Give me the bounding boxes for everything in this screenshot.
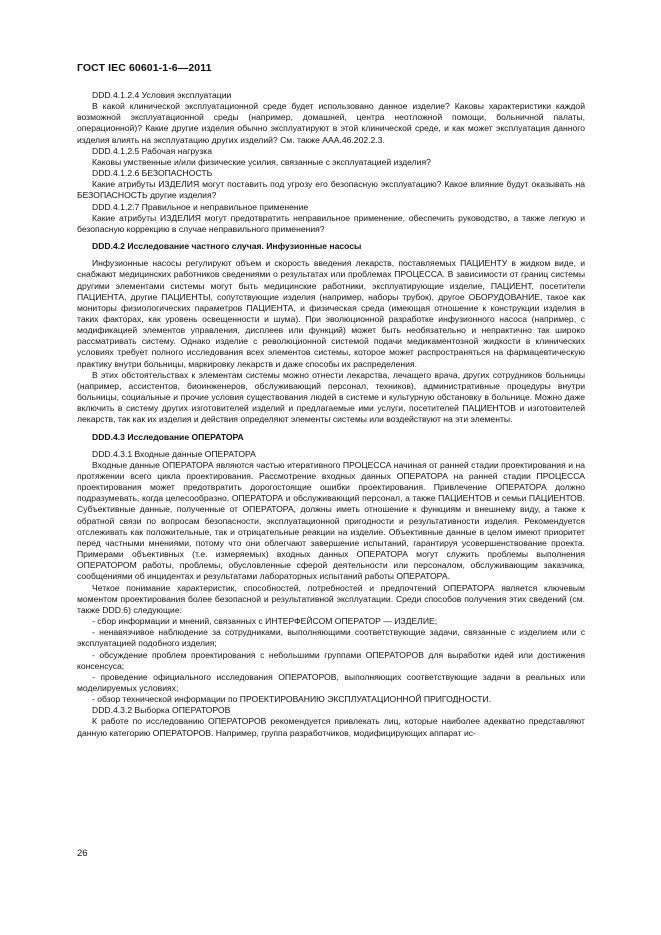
section-heading-4-1-2-5: DDD.4.1.2.5 Рабочая нагрузка	[92, 145, 213, 156]
section-heading-4-1-2-7: DDD.4.1.2.7 Правильное и неправильное применение	[92, 201, 309, 212]
list-item: - проведение официального исследования ОПЕРАТОРОВ, выполняющих соответствующие задачи в реальных или моделируемых условиях;	[77, 671, 585, 693]
paragraph-safety: Какие атрибуты ИЗДЕЛИЯ могут поставить под угрозу его безопасную эксплуатацию? Какое влияние будут оказывать на БЕЗОПАСНОСТЬ другие изделия?	[77, 179, 585, 201]
section-heading-4-1-2-4: DDD.4.1.2.4 Условия эксплуатации	[92, 90, 232, 100]
section-heading-4-3-2: DDD.4.3.2 Выборка ОПЕРАТОРОВ	[92, 705, 231, 716]
paragraph-operator-sampling: К работе по исследованию ОПЕРАТОРОВ рекомендуется привлекать лиц, которые наиболее адекватно представляют данную категорию ОПЕРАТОРОВ. Например, группа разработчиков, модифицирующих аппарат ис-	[77, 716, 585, 738]
list-item: - ненавязчивое наблюдение за сотрудниками, выполняющими соответствующие задачи, связанные с изделием или с эксплуатацией подобного изделия;	[77, 627, 585, 649]
page-number: 26	[77, 848, 88, 859]
paragraph-use-misuse: Какие атрибуты ИЗДЕЛИЯ могут предотвратить неправильное применение, обеспечить руководство, а также легкую и безопасную коррекцию в случае неправильного применения?	[77, 212, 585, 234]
section-heading-4-2: DDD.4.2 Исследование частного случая. Инфузионные насосы	[92, 241, 362, 252]
paragraph-infusion-pumps: Инфузионные насосы регулируют объем и скорость введения лекарств, поставляемых ПАЦИЕНТУ в жидком виде, и снабжают медицинских работников сведениями о результатах или проблемах ПРОЦЕССА. В зависимости от границ системы другими элементами системы могут быть медицинские работники, эксплуатирующие изделие, ПАЦИЕНТ, посетители ПАЦИЕНТА, другие ПАЦИЕНТЫ, сопутствующие изделия (например, наборы трубок), другое ОБОРУДОВАНИЕ, такое как мониторы физиологических параметров ПАЦИЕНТА, и физическая среда (имеющая отношение к конструкции изделия в таких факторах, как уровень освещенности и шума). При эволюционной разработке инфузионного насоса (например, с модификацией элементов управления, дисплеев или функций) может быть необязательно и непрактично так широко рассматривать систему. Однако изделие с революционной системой подачи медикаментозной жидкости в клинических условиях требует полного исследования всех элементов системы, которое может распространяться на фармацевтическую практику внутри больницы, маркировку лекарств и даже способы их распределения.	[77, 258, 585, 369]
list-item: - сбор информации и мнений, связанных с ИНТЕРФЕЙСОМ ОПЕРАТОР — ИЗДЕЛИЕ;	[92, 616, 438, 627]
paragraph-operating-conditions: В какой клинической эксплуатационной среде будет использовано данное изделие? Каковы характеристики каждой возможной эксплуатационной среды (например, домашней, центра неотложной помощи, больничной палаты, операционной)? Какие другие изделия обычно эксплуатируют в этой клинической среде, и как может эксплуатация данного изделия влиять на эксплуатацию других изделий? См. также ААА.46.202.2.3.	[77, 101, 585, 145]
paragraph-operator-input: Входные данные ОПЕРАТОРА являются частью итеративного ПРОЦЕССА начиная от ранней стадии проектирования и на протяжении всего цикла проектирования. Рассмотрение входных данных ОПЕРАТОРА на ранней стадии ПРОЦЕССА проектирования может предотвратить дорогостоящие ошибки проектирования. Привлечение ОПЕРАТОРА должно подразумевать, когда целесообразно, ОПЕРАТОРА и обслуживающий персонал, а также ПАЦИЕНТОВ и семьи ПАЦИЕНТОВ. Субъективные данные, полученные от ОПЕРАТОРА, должны иметь отношение к функциям и внешнему виду, а также к обратной связи по вопросам безопасности, эксплуатационной пригодности и результативности изделия. Рекомендуется отслеживать как положительные, так и отрицательные реакции на изделие. Объективные данные в целом имеют приоритет перед частными мнениями, потому что они облегчают завершение испытаний, гарантируя усовершенствование проекта. Примерами объективных (т.е. измеряемых) входных данных ОПЕРАТОРА могут служить проблемы выполнения ОПЕРАТОРОМ работы, проблемы, обусловленные сферой деятельности или персоналом, обслуживающим заказчика, сообщениями об инцидентах и результатами лабораторных испытаний работы ОПЕРАТОРА.	[77, 459, 585, 582]
paragraph-operator-understanding: Четкое понимание характеристик, способностей, потребностей и предпочтений ОПЕРАТОРА является ключевым моментом проектирования более безопасной и результативной эксплуатации. Среди способов получения этих сведений (см. также DDD.6) следующие:	[77, 582, 585, 615]
paragraph-system-elements: В этих обстоятельствах к элементам системы можно отнести лекарства, лечащего врача, других сотрудников больницы (например, ассистентов, биоинженеров, обслуживающий персонал, техников), административные процедуры внутри больницы, социальные и прочие условия существования людей в системе и культурную обстановку в больнице. Можно даже включить в систему других изготовителей изделий и предлагаемые ими услуги, посетителей ПАЦИЕНТОВ и изготовителей лекарств, так как их изделия и действия определяют элементы системы или воздействуют на эти элементы.	[77, 369, 585, 425]
list-item: - обзор технической информации по ПРОЕКТИРОВАНИЮ ЭКСПЛУАТАЦИОННОЙ ПРИГОДНОСТИ.	[92, 694, 492, 705]
section-heading-4-1-2-6: DDD.4.1.2.6 БЕЗОПАСНОСТЬ	[92, 168, 213, 179]
document-body	[77, 90, 585, 739]
standard-header: ГОСТ IEC 60601-1-6—2011	[77, 62, 212, 74]
paragraph-workload: Каковы умственные и/или физические усилия, связанные с эксплуатацией изделия?	[92, 156, 431, 167]
list-item: - обсуждение проблем проектирования с небольшими группами ОПЕРАТОРОВ для выработки идей или достижения консенсуса;	[77, 649, 585, 671]
section-heading-4-3: DDD.4.3 Исследование ОПЕРАТОРА	[92, 431, 244, 442]
section-heading-4-3-1: DDD.4.3.1 Входные данные ОПЕРАТОРА	[92, 448, 256, 459]
